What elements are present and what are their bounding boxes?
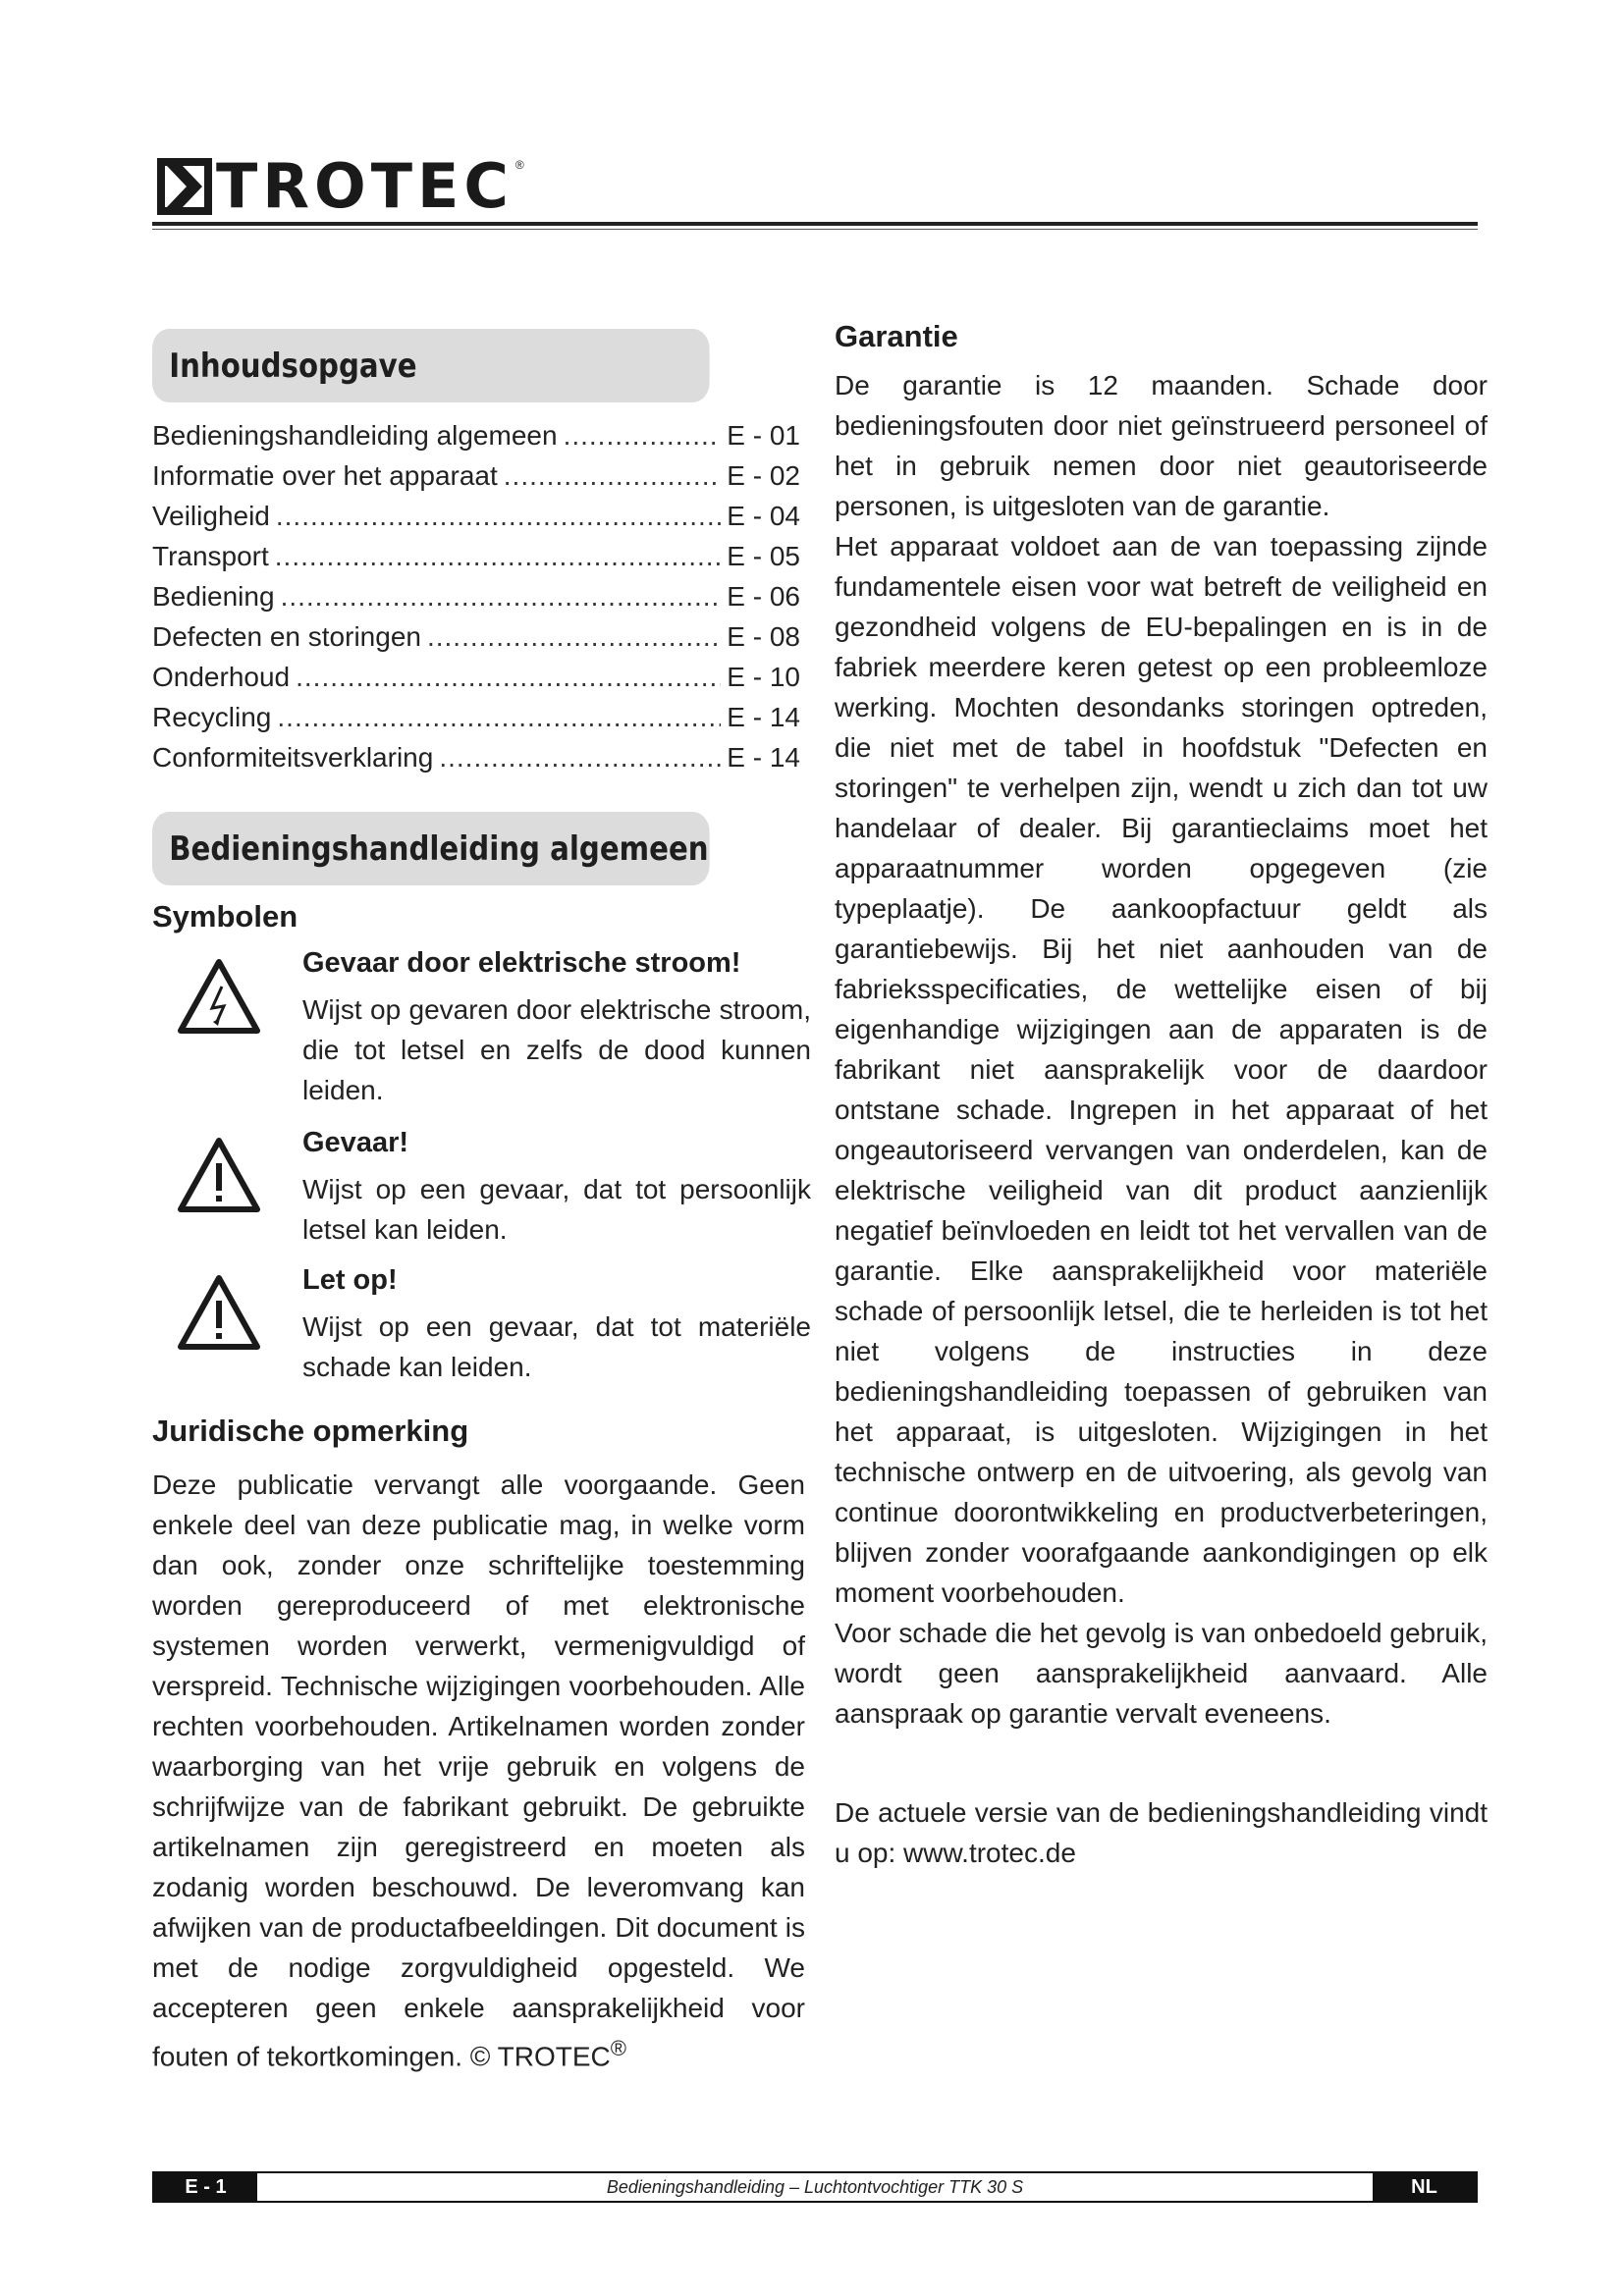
footer-document-title: Bedieningshandleiding – Luchtontvochtiger TTK 30 S: [606, 2176, 1024, 2197]
toc-item[interactable]: [152, 621, 800, 661]
electric-warning-icon: [177, 957, 261, 1036]
toc-item[interactable]: [152, 742, 800, 781]
legal-heading: Juridische opmerking: [152, 1414, 469, 1448]
toc-item-label: Bedieningshandleiding algemeen: [152, 420, 558, 451]
toc-item[interactable]: [152, 702, 800, 741]
legal-registered-mark: ®: [610, 2036, 626, 2060]
toc-item-page: E - 05: [727, 541, 800, 571]
toc-item[interactable]: [152, 541, 800, 580]
logo-text: TROTEC: [216, 150, 514, 222]
logo-registered-mark: ®: [514, 158, 524, 172]
page-footer: [152, 2171, 1478, 2203]
toc-item-page: E - 14: [727, 702, 800, 732]
toc-item-page: E - 04: [727, 501, 800, 531]
symbol-text: Wijst op gevaren door elektrische stroom, die tot letsel en zelfs de dood kunnen leiden.: [302, 994, 811, 1105]
toc-title: Inhoudsopgave: [169, 346, 417, 386]
toc-leader: [275, 541, 722, 572]
current-version-note: De actuele versie van de bedieningshandleiding vindt u op: www.trotec.de: [835, 1797, 1488, 1868]
toc-item-label: Transport: [152, 541, 269, 571]
toc-item-label: Conformiteitsverklaring: [152, 742, 434, 773]
footer-language: NL: [1373, 2173, 1476, 2201]
toc-item-page: E - 14: [727, 742, 800, 773]
header-rule: [152, 222, 1478, 226]
toc-leader: [277, 702, 721, 733]
toc-item-page: E - 10: [727, 662, 800, 692]
footer-page-number: E - 1: [154, 2173, 257, 2201]
toc-item[interactable]: [152, 460, 800, 500]
warning-icon: [177, 1273, 261, 1352]
toc-item-label: Recycling: [152, 702, 272, 732]
toc-heading-box: [152, 329, 710, 402]
warranty-paragraph: Het apparaat voldoet aan de van toepassing zijnde fundamentele eisen voor wat betreft de veiligheid en gezondheid volgens de EU-bepalingen en is in de fabriek meerdere keren getest op een probleemloze werking. Mochten desondanks storingen optreden, die niet met de tabel in hoofdstuk "Defecten en storingen" te verhelpen zijn, wendt u zich dan tot uw handelaar of dealer. Bij garantieclaims moet het apparaatnummer worden opgegeven (zie typeplaatje). De aankoopfactuur geldt als garantiebewijs. Bij het niet aanhouden van de fabrieksspecificaties, de wettelijke eisen of bij eigenhandige wijzigingen aan de apparaten is de fabrikant niet aansprakelijk voor de daardoor ontstane schade. Ingrepen in het apparaat of het ongeautoriseerd vervangen van onderdelen, kan de elektrische veiligheid van dit product aanzienlijk negatief beïnvloeden en leidt tot het vervallen van de garantie. Elke aansprakelijkheid voor materiële schade of persoonlijk letsel, die te herleiden is tot het niet volgens de instructies in deze bedieningshandleiding toepassen of gebruiken van het apparaat, is uitgesloten. Wijzigingen in het technische ontwerp en de uitvoering, als gevolg van continue doorontwikkeling en productverbeteringen, blijven zonder voorafgaande aankondigingen op elk moment voorbehouden.: [835, 531, 1488, 1608]
legal-text: [152, 1465, 805, 2076]
legal-text-body: Deze publicatie vervangt alle voorgaande. Geen enkele deel van deze publicatie mag, in welke vorm dan ook, zonder onze schriftelijke toestemming worden gereproduceerd of met elektronische systemen worden verwerkt, vermenigvuldigd of verspreid. Technische wijzigingen voorbehouden. Alle rechten voorbehouden. Artikelnamen worden zonder waarborging van het vrije gebruik en volgens de schrijfwijze van de fabrikant gebruikt. De gebruikte artikelnamen zijn geregistreerd en moeten als zodanig worden beschouwd. De leveromvang kan afwijken van de productafbeeldingen. Dit document is met de nodige zorgvuldigheid opgesteld. We accepteren geen enkele aansprakelijkheid voor fouten of tekortkomingen. © TROTEC: [152, 1469, 805, 2072]
toc-leader: [296, 662, 721, 693]
header-rule-thin: [152, 229, 1478, 230]
symbol-title: Gevaar!: [302, 1127, 409, 1158]
warning-icon: [177, 1136, 261, 1214]
toc-item[interactable]: [152, 581, 800, 620]
toc-leader: [504, 460, 722, 492]
toc-leader: [439, 742, 721, 774]
toc-leader: [564, 420, 722, 452]
symbol-title: Let op!: [302, 1264, 398, 1296]
general-title: Bedieningshandleiding algemeen: [169, 828, 709, 869]
symbol-title: Gevaar door elektrische stroom!: [302, 947, 741, 979]
toc-item-label: Onderhoud: [152, 662, 291, 692]
symbol-text: Wijst op een gevaar, dat tot materiële schade kan leiden.: [302, 1311, 811, 1382]
toc-leader: [281, 581, 722, 613]
symbols-heading: Symbolen: [152, 899, 298, 934]
toc-item-page: E - 06: [727, 581, 800, 612]
symbol-text: Wijst op een gevaar, dat tot persoonlijk letsel kan leiden.: [302, 1174, 811, 1245]
toc-item[interactable]: [152, 420, 800, 459]
warranty-paragraph: De garantie is 12 maanden. Schade door bedieningsfouten door niet geïnstrueerd personeel of het in gebruik nemen door niet geautoriseerde personen, is uitgesloten van de garantie.: [835, 370, 1488, 521]
toc-item-label: Informatie over het apparaat: [152, 460, 498, 491]
toc-item-label: Veiligheid: [152, 501, 270, 531]
warranty-paragraph: Voor schade die het gevolg is van onbedoeld gebruik, wordt geen aansprakelijkheid aanvaard. Alle aanspraak op garantie vervalt eveneens.: [835, 1618, 1488, 1729]
toc-leader: [276, 501, 721, 532]
toc-item-page: E - 01: [727, 420, 800, 451]
toc-item-page: E - 08: [727, 621, 800, 652]
general-heading-box: [152, 812, 710, 885]
warranty-heading: Garantie: [835, 319, 958, 353]
toc-item[interactable]: [152, 662, 800, 701]
toc-item-page: E - 02: [727, 460, 800, 491]
toc-item[interactable]: [152, 501, 800, 540]
logo-chevron-icon: [157, 158, 212, 215]
toc-leader: [427, 621, 721, 653]
warranty-body: [835, 365, 1488, 1873]
toc-item-label: Bediening: [152, 581, 275, 612]
toc-item-label: Defecten en storingen: [152, 621, 421, 652]
trotec-logo: [157, 152, 524, 221]
